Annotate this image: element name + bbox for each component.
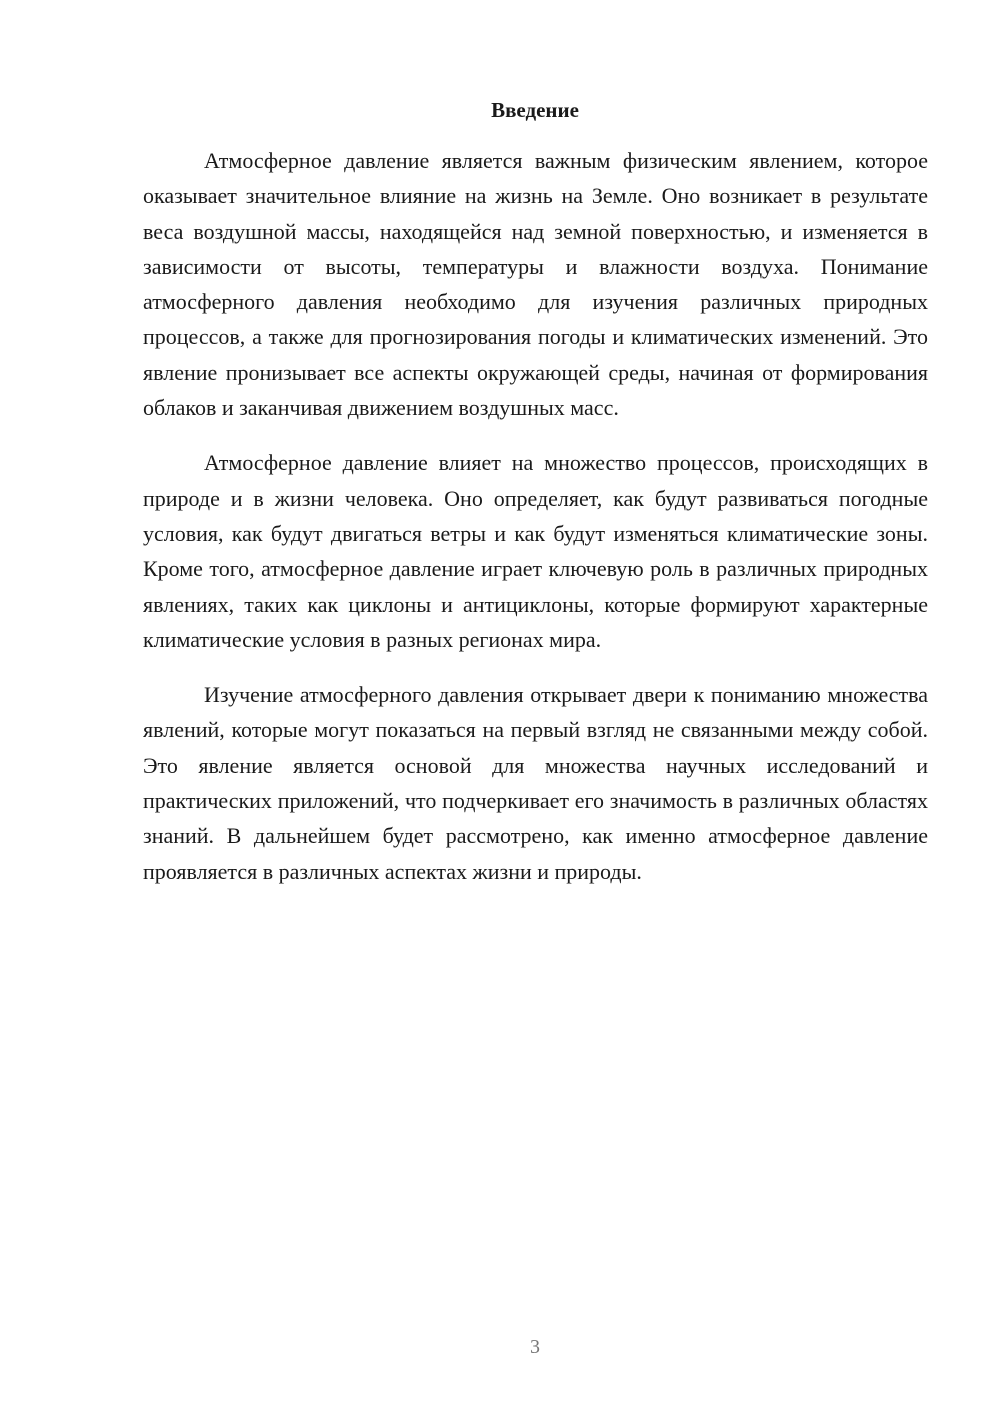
paragraph-1: Атмосферное давление является важным физическим явлением, которое оказывает значительное влияние на жизнь на Земле. Оно возникает в результате веса воздушной массы, находящейся над земной поверхностью, и изменяется в зависимости от высоты, температуры и влажности воздуха. Понимание атмосферного давления необходимо для изучения различных природных процессов, а также для прогнозирования погоды и климатических изменений. Это явление пронизывает все аспекты окружающей среды, начиная от формирования облаков и заканчивая движением воздушных масс. [143,148,928,421]
body-text [143,143,928,909]
section-title: Введение [491,98,579,122]
page-number: 3 [530,1336,540,1358]
paragraph-2: Атмосферное давление влияет на множество процессов, происходящих в природе и в жизни человека. Оно определяет, как будут развиваться погодные условия, как будут двигаться ветры и как будут изменяться климатические зоны. Кроме того, атмосферное давление играет ключевую роль в различных природных явлениях, таких как циклоны и антициклоны, которые формируют характерные климатические условия в разных регионах мира. [143,450,928,652]
paragraph-3: Изучение атмосферного давления открывает двери к пониманию множества явлений, которые могут показаться на первый взгляд не связанными между собой. Это явление является основой для множества научных исследований и практических приложений, что подчеркивает его значимость в различных областях знаний. В дальнейшем будет рассмотрено, как именно атмосферное давление проявляется в различных аспектах жизни и природы. [143,682,928,884]
